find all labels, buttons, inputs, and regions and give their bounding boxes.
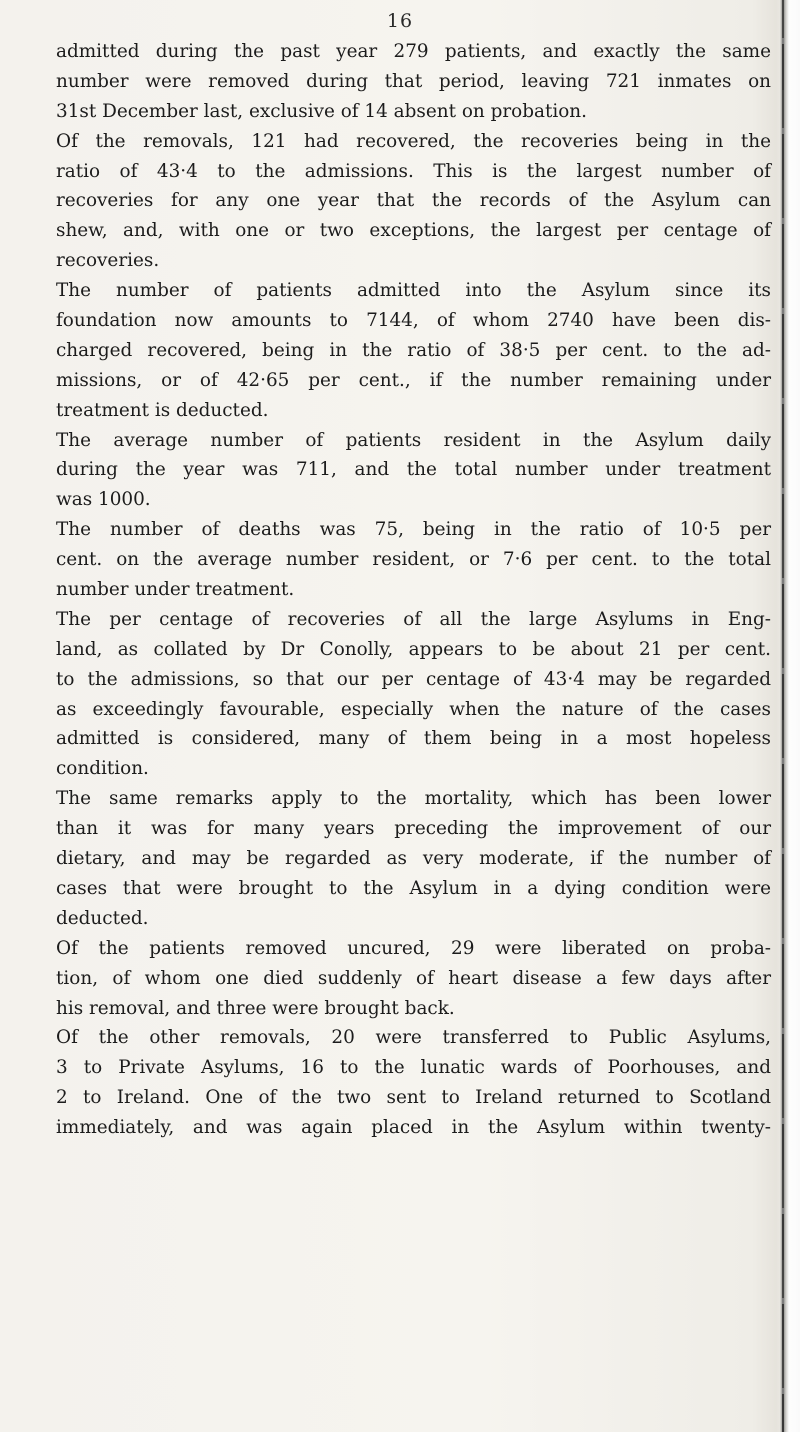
- text-line: Of the removals, 121 had recovered, the recoveries being in the: [56, 130, 771, 152]
- text-line: 2 to Ireland. One of the two sent to Ireland returned to Scotland: [56, 1087, 771, 1109]
- text-line: tion, of whom one died suddenly of heart disease a few days after: [56, 967, 771, 989]
- text-line: his removal, and three were brought back.: [56, 997, 455, 1019]
- text-line: was 1000.: [56, 489, 151, 511]
- text-line: cent. on the average number resident, or 7·6 per cent. to the total: [56, 549, 771, 571]
- text-line: deducted.: [56, 907, 149, 929]
- text-line: The same remarks apply to the mortality, which has been lower: [56, 788, 771, 810]
- text-line: as exceedingly favourable, especially when the nature of the cases: [56, 698, 771, 720]
- text-line: Of the patients removed uncured, 29 were liberated on proba-: [56, 937, 771, 959]
- text-line: 3 to Private Asylums, 16 to the lunatic wards of Poorhouses, and: [56, 1057, 771, 1079]
- text-line: ratio of 43·4 to the admissions. This is the largest number of: [56, 160, 771, 182]
- text-line: shew, and, with one or two exceptions, the largest per centage of: [56, 220, 771, 242]
- text-line: The number of patients admitted into the Asylum since its: [56, 280, 771, 302]
- text-line: cases that were brought to the Asylum in a dying condition were: [56, 877, 771, 899]
- text-line: foundation now amounts to 7144, of whom 2740 have been dis-: [56, 310, 771, 332]
- text-line: 31st December last, exclusive of 14 absent on probation.: [56, 100, 587, 122]
- text-line: to the admissions, so that our per centage of 43·4 may be regarded: [56, 668, 771, 690]
- text-line: recoveries for any one year that the records of the Asylum can: [56, 190, 771, 212]
- body-text: [56, 37, 771, 1143]
- text-line: admitted during the past year 279 patients, and exactly the same: [56, 41, 771, 62]
- book-binding-edge: [780, 0, 800, 1432]
- text-line: during the year was 711, and the total number under treatment: [56, 459, 771, 481]
- text-line: The average number of patients resident in the Asylum daily: [56, 429, 771, 451]
- text-line: The number of deaths was 75, being in the ratio of 10·5 per: [56, 519, 771, 541]
- text-line: admitted is considered, many of them being in a most hopeless: [56, 728, 771, 750]
- text-line: number under treatment.: [56, 579, 295, 601]
- text-line: dietary, and may be regarded as very moderate, if the number of: [56, 848, 771, 870]
- text-line: number were removed during that period, leaving 721 inmates on: [56, 70, 771, 92]
- text-line: condition.: [56, 758, 149, 780]
- page-number: 16: [386, 10, 414, 32]
- text-line: treatment is deducted.: [56, 399, 269, 421]
- text-line: Of the other removals, 20 were transferred to Public Asylums,: [56, 1027, 771, 1049]
- text-line: The per centage of recoveries of all the large Asylums in Eng-: [56, 608, 771, 630]
- text-line: missions, or of 42·65 per cent., if the number remaining under: [56, 369, 771, 391]
- text-line: immediately, and was again placed in the Asylum within twenty-: [56, 1117, 771, 1139]
- text-line: land, as collated by Dr Conolly, appears to be about 21 per cent.: [56, 638, 771, 660]
- text-line: charged recovered, being in the ratio of 38·5 per cent. to the ad-: [56, 339, 771, 361]
- text-line: recoveries.: [56, 250, 160, 272]
- text-line: than it was for many years preceding the improvement of our: [56, 818, 771, 840]
